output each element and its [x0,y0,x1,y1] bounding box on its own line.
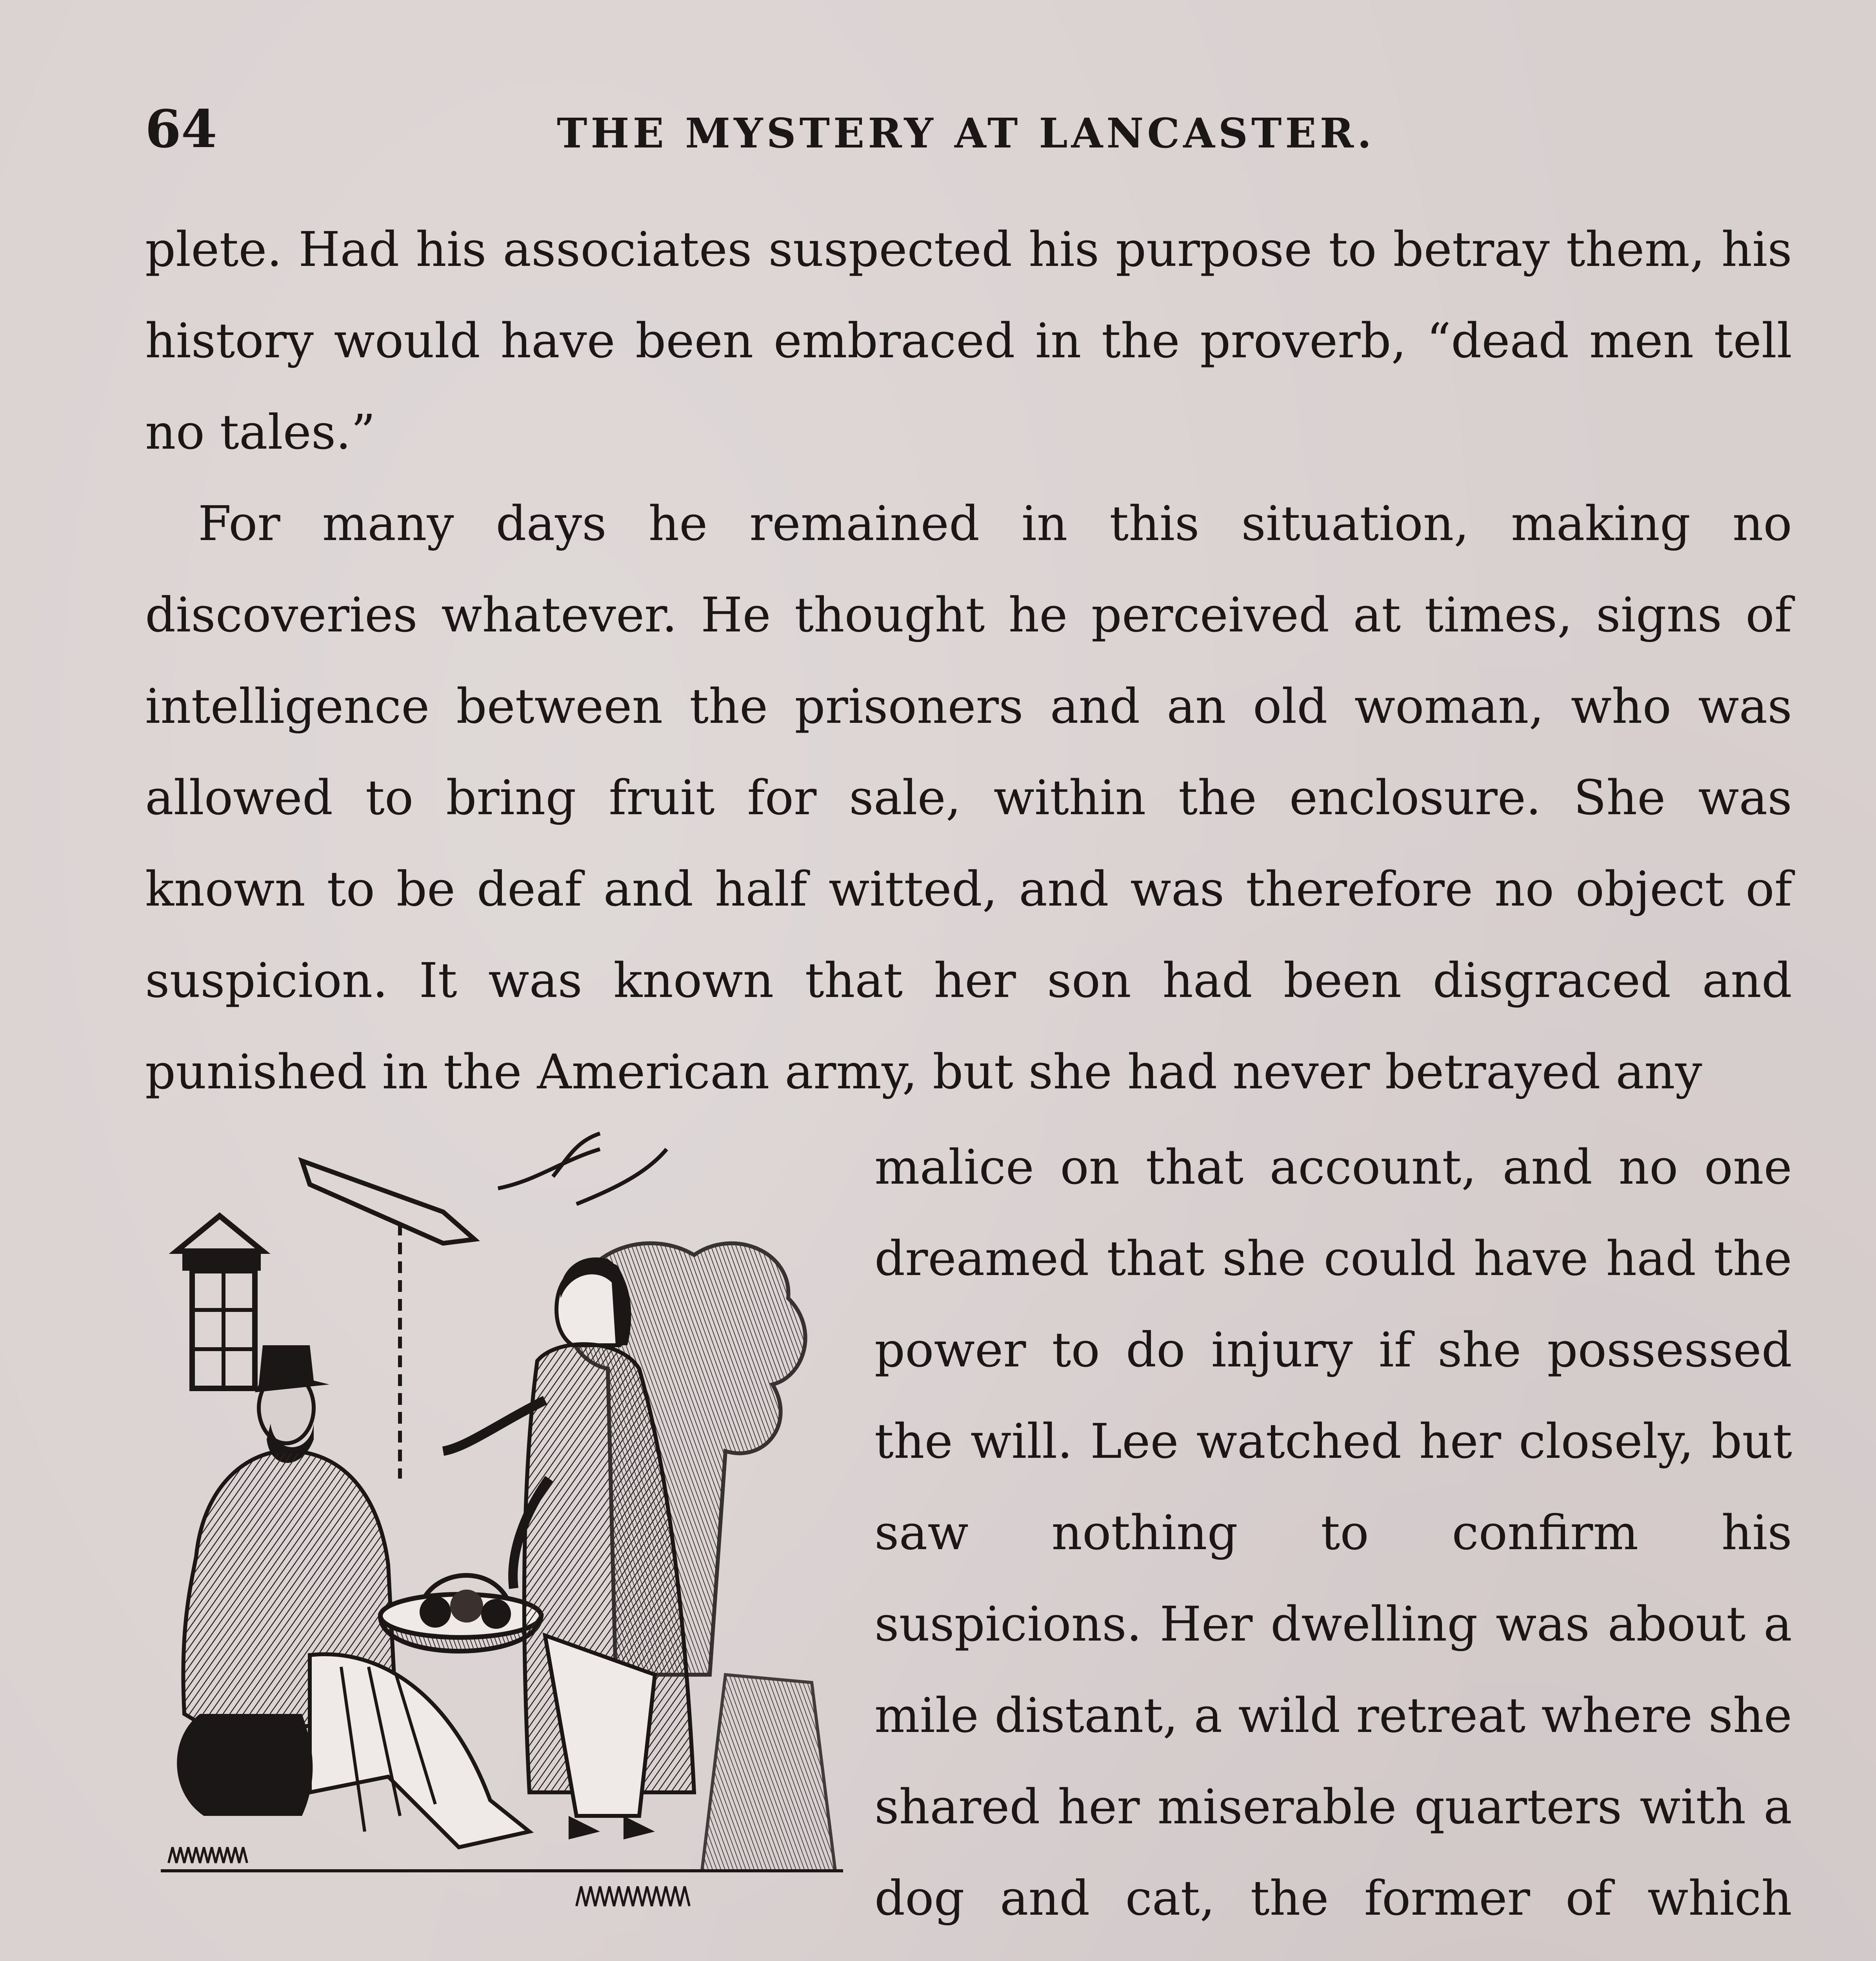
paragraph-2-start: For many days he remained in this situation, making no discoveries whatever. He thought he perceived at times, signs of intelligence between the prisoners and an old woman, who was allowed to bring fruit for sale, within the enclosure. She was known to be deaf and half witted, and was therefore no object of suspicion. It was known that her son had been disgraced and punished in the American army, but she had never betrayed any [145,496,1792,1100]
text-block-top [145,204,1792,1118]
window-icon [176,1216,263,1388]
page-header [145,98,1792,161]
paragraph-1: plete. Had his associates suspected his purpose to betray them, his history would have been embraced in the proverb, “dead men tell no tales.” [145,222,1792,460]
figure-old-fruit-woman [145,1126,859,1961]
page-number: 64 [145,99,217,160]
running-head: THE MYSTERY AT LANCASTER. [557,109,1375,157]
text-block-beside-figure [874,1122,1792,1961]
engraving-illustration [145,1126,859,1949]
paragraph-2-middle: malice on that account, and no one dreamed that she could have had the power to do injury if she possessed the will. Lee watched her closely, but saw nothing to confirm his suspicions. Her dwelling was about a mile distant, a wild retreat where she shared her miserable quarters with a dog and cat, the former of which [874,1139,1792,1926]
